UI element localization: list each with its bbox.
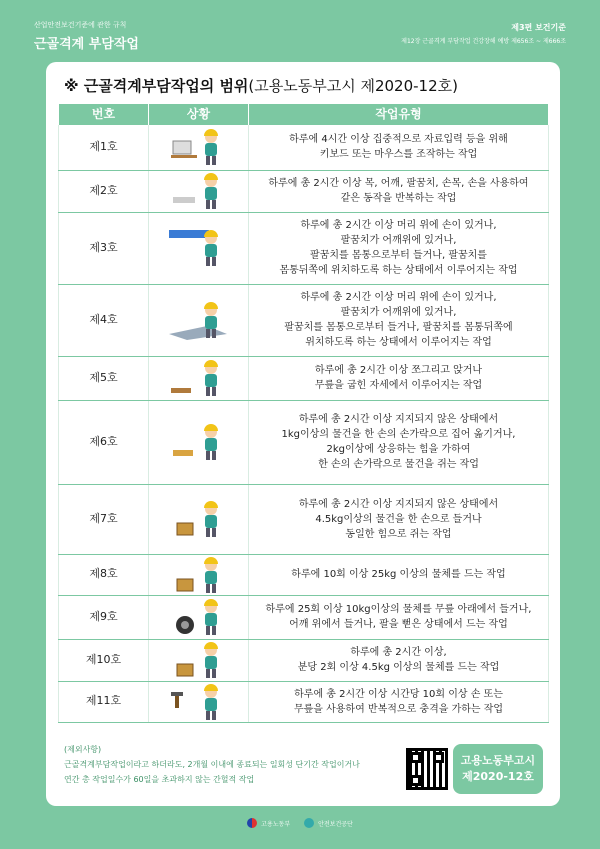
row-number: 제11호 — [59, 681, 149, 722]
footer-org2: 안전보건공단 — [304, 818, 353, 828]
work-type-table — [58, 104, 549, 723]
header-number: 번호 — [59, 104, 149, 124]
row-number: 제10호 — [59, 639, 149, 681]
row-situation — [149, 484, 249, 554]
content-card — [46, 62, 560, 806]
row-work-type: 하루에 10회 이상 25kg 이상의 물체를 드는 작업 — [249, 554, 549, 595]
row-number: 제2호 — [59, 170, 149, 212]
table-row — [59, 124, 549, 170]
row-number: 제6호 — [59, 400, 149, 484]
table-row — [59, 170, 549, 212]
row-work-type: 하루에 총 2시간 이상 지지되지 않은 상태에서 4.5kg이상의 물건을 한 손으로 들거나 동일한 힘으로 쥐는 작업 — [249, 484, 549, 554]
badge-line1: 고용노동부고시 — [460, 754, 536, 767]
header-right — [401, 22, 566, 45]
table-row — [59, 212, 549, 284]
box-lift-icon — [167, 655, 231, 666]
qr-finder — [410, 752, 421, 763]
kosha-logo-icon — [304, 818, 314, 828]
row-number: 제1호 — [59, 124, 149, 170]
row-situation — [149, 554, 249, 595]
table-row — [59, 400, 549, 484]
row-number: 제8호 — [59, 554, 149, 595]
header-situation: 상황 — [149, 104, 249, 124]
row-number: 제4호 — [59, 284, 149, 356]
header-subtitle: 산업안전보건기준에 관한 규칙 — [34, 21, 127, 29]
exclusions — [64, 742, 360, 788]
badge-line2: 제2020-12호 — [462, 769, 534, 783]
row-situation — [149, 595, 249, 639]
table-row — [59, 554, 549, 595]
overhead-work-icon — [167, 243, 231, 254]
exclusions-title: (제외사항) — [64, 745, 102, 754]
footer — [0, 818, 600, 830]
section-label: 제3편 보건기준 — [511, 23, 566, 32]
table-row — [59, 284, 549, 356]
heavy-lift-icon — [167, 570, 231, 581]
row-number: 제3호 — [59, 212, 149, 284]
row-number: 제9호 — [59, 595, 149, 639]
row-situation — [149, 639, 249, 681]
notice-badge — [453, 744, 543, 794]
exclusions-body: 근골격계부담작업이라고 하더라도, 2개월 이내에 종료되는 일회성 단기간 작업이거나 연간 총 작업일수가 60일을 초과하지 않는 간헐적 작업 — [64, 760, 360, 785]
table-row — [59, 681, 549, 722]
row-number: 제7호 — [59, 484, 149, 554]
tire-lift-icon — [167, 612, 231, 623]
row-work-type: 하루에 총 2시간 이상 머리 위에 손이 있거나, 팔꿈치가 어깨위에 있거나, 팔꿈치를 몸통으로부터 들거나, 팔꿈치를 몸통뒤쪽에 위치하도록 하는 상태에서 이루어지는 작업 — [249, 284, 549, 356]
row-situation — [149, 681, 249, 722]
card-title — [64, 75, 458, 96]
bending-work-icon — [167, 315, 231, 326]
row-work-type: 하루에 총 2시간 이상 쪼그리고 앉거나 무릎을 굽힌 자세에서 이루어지는 작업 — [249, 356, 549, 400]
table-row — [59, 356, 549, 400]
moel-logo-icon — [247, 818, 257, 828]
one-hand-lift-icon — [167, 514, 231, 525]
qr-finder — [410, 775, 421, 786]
repetitive-hand-icon — [167, 186, 231, 197]
computer-typing-icon — [167, 142, 231, 153]
row-situation — [149, 356, 249, 400]
header-title: 근골격계 부담작업 — [34, 37, 139, 52]
row-work-type: 하루에 총 2시간 이상 지지되지 않은 상태에서 1kg이상의 물건을 한 손의 손가락으로 집어 옮기거나, 2kg이상에 상응하는 힘을 가하여 한 손의 손가락으로 물건을 쥐는 작업 — [249, 400, 549, 484]
table-header-row — [59, 104, 549, 124]
row-work-type: 하루에 총 2시간 이상 시간당 10회 이상 손 또는 무릎을 사용하여 반복적으로 충격을 가하는 작업 — [249, 681, 549, 722]
row-work-type: 하루에 총 2시간 이상 머리 위에 손이 있거나, 팔꿈치가 어깨위에 있거나, 팔꿈치를 몸통으로부터 들거나, 팔꿈치를 몸통뒤쪽에 위치하도록 하는 상태에서 이루어지는 작업 — [249, 212, 549, 284]
row-work-type: 하루에 4시간 이상 집중적으로 자료입력 등을 위해 키보드 또는 마우스를 조작하는 작업 — [249, 124, 549, 170]
row-work-type: 하루에 총 2시간 이상, 분당 2회 이상 4.5kg 이상의 물체를 드는 작업 — [249, 639, 549, 681]
hammer-impact-icon — [167, 697, 231, 708]
footer-org1: 고용노동부 — [247, 818, 290, 828]
row-work-type: 하루에 25회 이상 10kg이상의 물체를 무릎 아래에서 들거나, 어깨 위에서 들거나, 팔을 뻗은 상태에서 드는 작업 — [249, 595, 549, 639]
card-title-rest: (고용노동부고시 제2020-12호) — [248, 77, 458, 95]
row-situation — [149, 124, 249, 170]
row-situation — [149, 400, 249, 484]
table-body — [59, 124, 549, 722]
card-title-bold: ※ 근골격계부담작업의 범위 — [64, 77, 249, 95]
row-situation — [149, 212, 249, 284]
header-left — [34, 20, 139, 52]
row-situation — [149, 284, 249, 356]
header-work-type: 작업유형 — [249, 104, 549, 124]
pinch-grip-icon — [167, 437, 231, 448]
qr-code[interactable] — [406, 748, 448, 790]
table-row — [59, 595, 549, 639]
row-number: 제5호 — [59, 356, 149, 400]
table-row — [59, 484, 549, 554]
row-work-type: 하루에 총 2시간 이상 목, 어깨, 팔꿈치, 손목, 손을 사용하여 같은 동작을 반복하는 작업 — [249, 170, 549, 212]
chapter-label: 제12장 근골격계 부담작업 건강장해 예방 제656조 ~ 제666조 — [401, 38, 566, 45]
table-row — [59, 639, 549, 681]
squatting-work-icon — [167, 373, 231, 384]
qr-finder — [433, 752, 444, 763]
row-situation — [149, 170, 249, 212]
